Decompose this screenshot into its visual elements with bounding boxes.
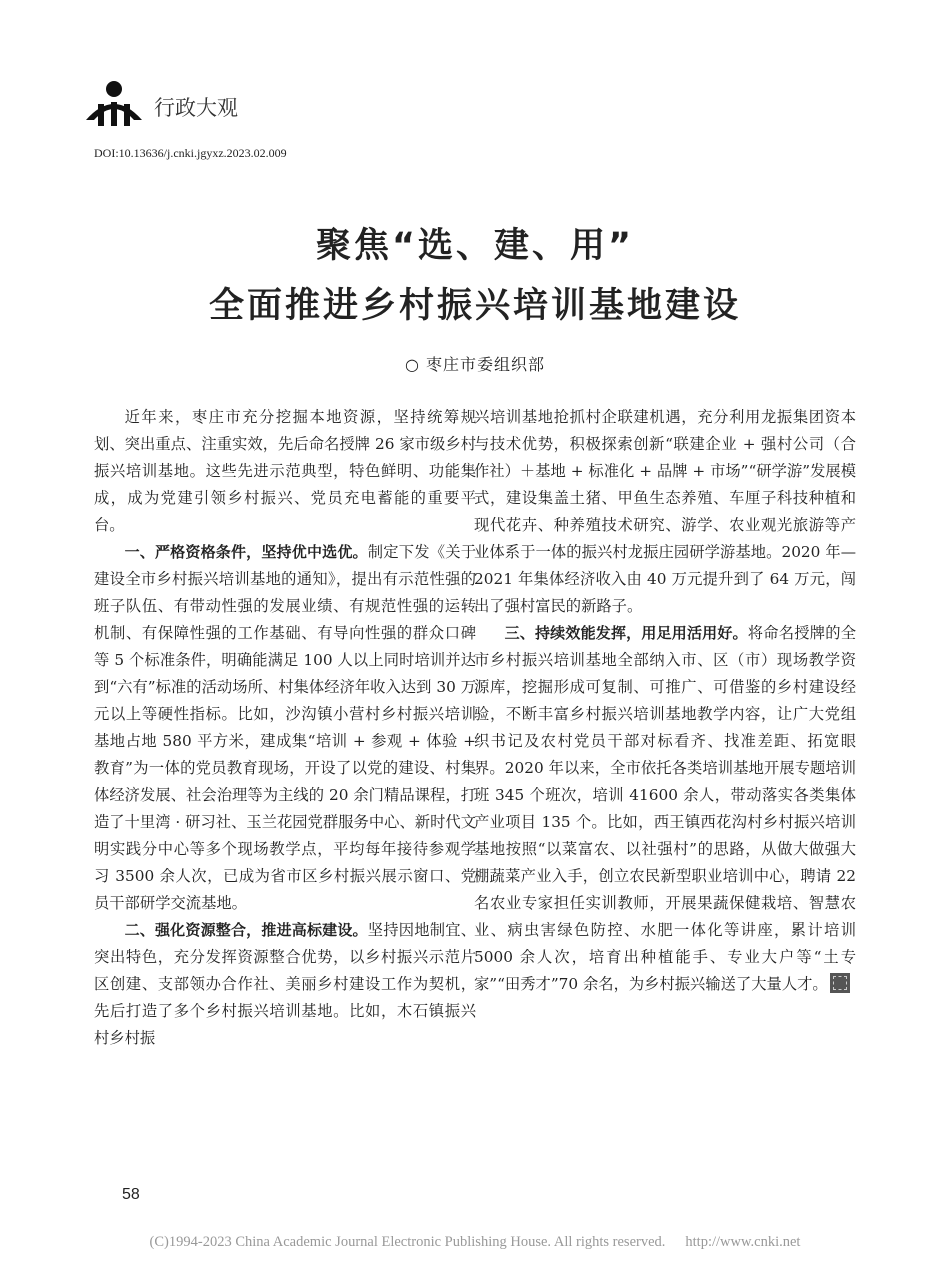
author-line xyxy=(0,352,950,375)
footer-url: http://www.cnki.net xyxy=(685,1234,801,1250)
section-1-paragraph xyxy=(94,539,476,917)
section-1-text: 制定下发《关于建设全市乡村振兴培训基地的通知》，提出有示范性强的班子队伍、有带动性强的发展业绩、有规范性强的运转机制、有保障性强的工作基础、有导向性强的群众口碑等 5 个标准条件，明确能满足 100 人以上同时培训并达到“六有”标准的活动场所、村集体经济年收入达到 30 万元以上等硬性指标。比如，沙沟镇小营村乡村振兴培训基地占地 580 平方米，建成集“培训 + 参观 + 体验 + 教育”为一体的党员教育现场，开设了以党的建设、村集体经济发展、社会治理等为主线的 20 余门精品课程，打造了十里湾 · 研习社、玉兰花园党群服务中心、新时代文明实践分中心等多个现场教学点，平均每年接待参观学习 3500 余人次，已成为省市区乡村振兴展示窗口、党员干部研学交流基地。 xyxy=(94,543,476,912)
doi: DOI:10.13636/j.cnki.jgyxz.2023.02.009 xyxy=(94,146,287,160)
left-column xyxy=(94,404,476,1052)
section-2-text: 坚持因地制宜、突出特色，充分发挥资源整合优势，以乡村振兴示范片区创建、支部领办合作社、美丽乡村建设工作为契机，先后打造了多个乡村振兴培训基地。比如，木石镇振兴村乡村振 xyxy=(94,921,476,1047)
end-mark-icon xyxy=(830,973,850,993)
author-name: 枣庄市委组织部 xyxy=(425,355,545,374)
section-2-heading: 二、强化资源整合，推进高标建设。 xyxy=(124,921,368,939)
right-column xyxy=(474,404,856,998)
section-1-heading: 一、严格资格条件，坚持优中选优。 xyxy=(124,543,368,561)
section-3-text: 将命名授牌的全市乡村振兴培训基地全部纳入市、区（市）现场教学资源库，挖掘形成可复制、可推广、可借鉴的乡村建设经验，不断丰富乡村振兴培训基地教学内容，让广大党组织书记及农村党员干部对标看齐、找准差距、拓宽眼界。2020 年以来，全市依托各类培训基地开展专题培训班 345 个班次，培训 41600 余人，带动落实各类集体产业项目 135 个。比如，西王镇西花沟村乡村振兴培训基地按照“以菜富农、以社强村”的思路，从做大做强大棚蔬菜产业入手，创立农民新型职业培训中心，聘请 22 名农业专家担任实训教师，开展果蔬保健栽培、智慧农业、病虫害绿色防控、水肥一体化等讲座，累计培训 5000 余人次，培育出种植能手、专业大户等“土专家”“田秀才”70 余名，为乡村振兴输送了大量人才。 xyxy=(474,624,856,993)
intro-paragraph: 近年来，枣庄市充分挖掘本地资源，坚持统筹规划、突出重点、注重实效，先后命名授牌 26 家市级乡村振兴培训基地。这些先进示范典型，特色鲜明、功能集成，成为党建引领乡村振兴、党员充电蓄能的重要平台。 xyxy=(94,408,476,534)
article-title-line-1: 聚焦“选、建、用” xyxy=(315,226,634,266)
article-title-line-2: 全面推进乡村振兴培训基地建设 xyxy=(208,286,741,326)
copyright-footer xyxy=(0,1234,950,1251)
copyright-text: (C)1994-2023 China Academic Journal Electronic Publishing House. All rights reserved. xyxy=(149,1234,666,1250)
author-mark: ○ xyxy=(405,355,420,374)
section-3-heading: 三、持续效能发挥，用足用活用好。 xyxy=(504,624,748,642)
section-2-continued: 兴培训基地抢抓村企联建机遇，充分利用龙振集团资本与技术优势，积极探索创新“联建企业 + 强村公司（合作社）＋基地 + 标准化 + 品牌 + 市场”“研学游”发展模式，建设集盖土猪、甲鱼生态养殖、车厘子科技种植和现代花卉、种养殖技术研究、游学、农业观光旅游等产业体系于一体的振兴村龙振庄园研学游基地。2020 年—2021 年集体经济收入由 40 万元提升到了 64 万元，闯出了强村富民的新路子。 xyxy=(474,408,856,615)
section-3-paragraph xyxy=(474,620,856,998)
journal-logo-icon xyxy=(84,80,144,128)
section-2-paragraph xyxy=(94,917,476,1052)
page-number: 58 xyxy=(122,1186,140,1203)
section-name: 行政大观 xyxy=(154,96,238,120)
